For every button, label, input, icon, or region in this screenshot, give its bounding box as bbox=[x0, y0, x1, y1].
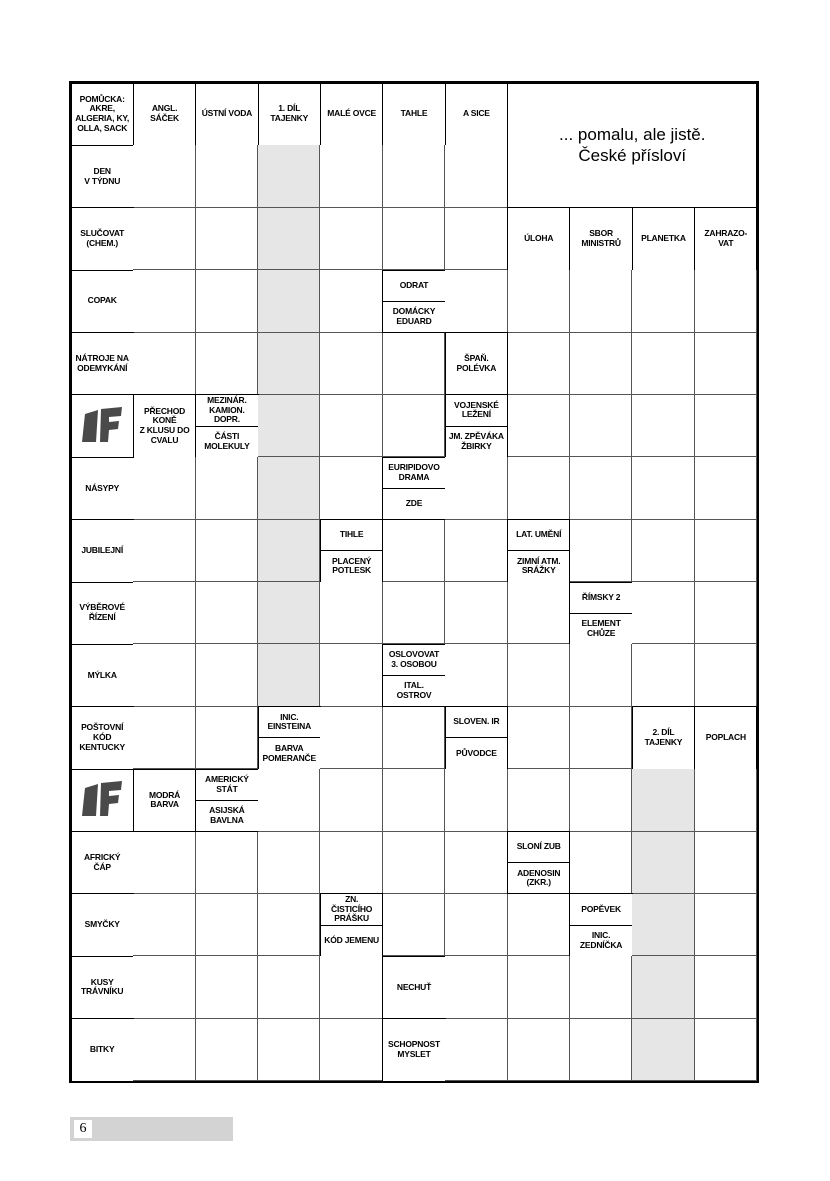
clue-cell bbox=[382, 457, 445, 520]
clue-cell bbox=[632, 207, 695, 270]
clue-text: ÚSTNÍ VODA bbox=[201, 108, 253, 119]
solution-cell[interactable] bbox=[258, 270, 320, 332]
clue-text: COPAK bbox=[87, 295, 117, 306]
answer-cell[interactable] bbox=[508, 270, 570, 332]
clue-text: SLONÍ ZUB bbox=[516, 841, 561, 852]
clue-text: INIC. ZEDNÍČKA bbox=[570, 925, 631, 956]
clue-cell bbox=[632, 706, 695, 769]
clue-text: BARVA POMERANČE bbox=[259, 737, 320, 768]
answer-cell[interactable] bbox=[445, 769, 507, 831]
clue-cell bbox=[133, 769, 196, 832]
answer-cell[interactable] bbox=[320, 208, 382, 270]
clue-text: KÓD JEMENU bbox=[321, 925, 382, 956]
publisher-logo-icon bbox=[71, 769, 134, 832]
answer-cell[interactable] bbox=[445, 832, 507, 894]
clue-text: POMŮCKA: AKRE, ALGERIA, KY, OLLA, SACK bbox=[75, 93, 130, 133]
answer-cell[interactable] bbox=[258, 956, 320, 1018]
clue-cell bbox=[445, 394, 508, 457]
answer-cell[interactable] bbox=[133, 270, 195, 332]
answer-cell[interactable] bbox=[133, 333, 195, 395]
clue-cell bbox=[133, 394, 196, 457]
answer-cell[interactable] bbox=[695, 769, 757, 831]
answer-cell[interactable] bbox=[570, 707, 632, 769]
clue-cell bbox=[71, 457, 134, 520]
answer-cell[interactable] bbox=[695, 270, 757, 332]
clue-text: ŘÍMSKY 2 bbox=[581, 591, 621, 602]
answer-cell[interactable] bbox=[445, 520, 507, 582]
clue-text: JM. ZPĚVÁKA ŽBIRKY bbox=[446, 426, 507, 457]
clue-cell bbox=[71, 519, 134, 582]
clue-text: PŮVODCE bbox=[446, 737, 507, 768]
answer-cell[interactable] bbox=[695, 333, 757, 395]
proverb-text: České přísloví bbox=[578, 146, 687, 166]
crossword-grid bbox=[69, 81, 759, 1083]
answer-cell[interactable] bbox=[196, 1019, 258, 1081]
solution-cell[interactable] bbox=[258, 457, 320, 519]
answer-cell[interactable] bbox=[445, 457, 507, 519]
answer-cell[interactable] bbox=[508, 333, 570, 395]
clue-text: ANGL. SÁČEK bbox=[150, 103, 179, 124]
answer-cell[interactable] bbox=[196, 644, 258, 706]
answer-cell[interactable] bbox=[196, 707, 258, 769]
solution-cell[interactable] bbox=[632, 894, 694, 956]
answer-cell[interactable] bbox=[133, 457, 195, 519]
answer-cell[interactable] bbox=[508, 582, 570, 644]
answer-cell[interactable] bbox=[258, 1019, 320, 1081]
answer-cell[interactable] bbox=[508, 707, 570, 769]
clue-text: SLOVEN. IR bbox=[453, 716, 500, 727]
answer-cell[interactable] bbox=[320, 956, 382, 1018]
answer-cell[interactable] bbox=[508, 956, 570, 1018]
answer-cell[interactable] bbox=[133, 644, 195, 706]
solution-cell[interactable] bbox=[632, 1019, 694, 1081]
answer-cell[interactable] bbox=[320, 644, 382, 706]
clue-cell bbox=[258, 83, 321, 146]
answer-cell[interactable] bbox=[320, 145, 382, 207]
clue-text: A SICE bbox=[462, 108, 490, 119]
solution-cell[interactable] bbox=[258, 582, 320, 644]
answer-cell[interactable] bbox=[196, 520, 258, 582]
answer-cell[interactable] bbox=[508, 894, 570, 956]
clue-cell bbox=[445, 706, 508, 769]
clue-cell bbox=[320, 519, 383, 582]
clue-text: EURIPIDOVO DRAMA bbox=[388, 462, 440, 482]
answer-cell[interactable] bbox=[133, 707, 195, 769]
clue-text: MODRÁ BARVA bbox=[148, 789, 181, 810]
clue-text: ČÁSTI MOLEKULY bbox=[196, 426, 257, 457]
answer-cell[interactable] bbox=[570, 333, 632, 395]
solution-cell[interactable] bbox=[258, 395, 320, 457]
solution-cell[interactable] bbox=[258, 333, 320, 395]
answer-cell[interactable] bbox=[383, 894, 445, 956]
clue-text: TAHLE bbox=[400, 108, 428, 119]
answer-cell[interactable] bbox=[383, 769, 445, 831]
publisher-logo-icon bbox=[71, 394, 134, 457]
page-number: 6 bbox=[74, 1120, 92, 1138]
clue-cell bbox=[382, 270, 445, 333]
clue-text: ŠPAŇ. POLÉVKA bbox=[456, 352, 497, 373]
solution-cell[interactable] bbox=[258, 208, 320, 270]
page-number-bar bbox=[70, 1117, 233, 1141]
answer-cell[interactable] bbox=[632, 395, 694, 457]
answer-cell[interactable] bbox=[570, 520, 632, 582]
clue-cell bbox=[445, 83, 508, 146]
clue-cell bbox=[258, 706, 321, 769]
solution-cell[interactable] bbox=[258, 644, 320, 706]
answer-cell[interactable] bbox=[320, 457, 382, 519]
answer-cell[interactable] bbox=[320, 270, 382, 332]
clue-text: VÝBĚROVÉ ŘÍZENÍ bbox=[79, 602, 125, 623]
clue-cell bbox=[71, 893, 134, 956]
clue-text: ZAHRAZO- VAT bbox=[704, 228, 748, 248]
answer-cell[interactable] bbox=[133, 208, 195, 270]
answer-cell[interactable] bbox=[570, 832, 632, 894]
clue-text: ADENOSIN (ZKR.) bbox=[508, 862, 569, 893]
clue-cell bbox=[569, 207, 632, 270]
clue-cell bbox=[569, 893, 632, 956]
clue-text: SCHOPNOST MYSLET bbox=[387, 1039, 441, 1059]
clue-cell bbox=[320, 83, 383, 146]
answer-cell[interactable] bbox=[320, 333, 382, 395]
answer-cell[interactable] bbox=[196, 582, 258, 644]
solution-cell[interactable] bbox=[258, 520, 320, 582]
clue-text: INIC. EINSTEINA bbox=[267, 711, 312, 732]
clue-cell bbox=[382, 644, 445, 707]
answer-cell[interactable] bbox=[196, 145, 258, 207]
clue-cell bbox=[133, 83, 196, 146]
answer-cell[interactable] bbox=[695, 520, 757, 582]
answer-cell[interactable] bbox=[695, 582, 757, 644]
clue-cell bbox=[195, 394, 258, 457]
answer-cell[interactable] bbox=[196, 832, 258, 894]
clue-text: MEZINÁR. KAMION. DOPR. bbox=[207, 395, 247, 425]
answer-cell[interactable] bbox=[133, 582, 195, 644]
answer-cell[interactable] bbox=[632, 270, 694, 332]
answer-cell[interactable] bbox=[196, 894, 258, 956]
answer-cell[interactable] bbox=[695, 395, 757, 457]
solution-cell[interactable] bbox=[632, 956, 694, 1018]
clue-text: MÝLKA bbox=[87, 669, 117, 680]
clue-text: PLANETKA bbox=[641, 233, 686, 244]
answer-cell[interactable] bbox=[383, 832, 445, 894]
answer-cell[interactable] bbox=[632, 582, 694, 644]
answer-cell[interactable] bbox=[320, 395, 382, 457]
answer-cell[interactable] bbox=[508, 457, 570, 519]
answer-cell[interactable] bbox=[695, 1019, 757, 1081]
clue-text: JUBILEJNÍ bbox=[81, 544, 123, 555]
answer-cell[interactable] bbox=[383, 582, 445, 644]
answer-cell[interactable] bbox=[632, 457, 694, 519]
clue-cell bbox=[507, 519, 570, 582]
clue-cell bbox=[382, 1018, 445, 1081]
clue-text: ZN. ČISTICÍHO PRÁŠKU bbox=[331, 894, 373, 924]
clue-text: BITKY bbox=[89, 1043, 115, 1054]
clue-cell bbox=[382, 83, 445, 146]
answer-cell[interactable] bbox=[445, 270, 507, 332]
answer-cell[interactable] bbox=[445, 956, 507, 1018]
clue-text: SBOR MINISTRŮ bbox=[581, 228, 621, 248]
clue-text: NECHUŤ bbox=[396, 981, 432, 992]
clue-text: ÚLOHA bbox=[524, 233, 554, 244]
clue-text: SMYČKY bbox=[84, 919, 120, 930]
answer-cell[interactable] bbox=[508, 1019, 570, 1081]
clue-cell bbox=[71, 83, 134, 146]
answer-cell[interactable] bbox=[258, 832, 320, 894]
clue-text: LAT. UMĚNÍ bbox=[516, 529, 562, 540]
clue-text: ELEMENT CHŮZE bbox=[570, 613, 631, 644]
answer-cell[interactable] bbox=[133, 145, 195, 207]
answer-cell[interactable] bbox=[508, 395, 570, 457]
clue-cell bbox=[445, 332, 508, 395]
clue-text: NÁSYPY bbox=[85, 482, 120, 493]
clue-text: ZDE bbox=[383, 488, 444, 519]
answer-cell[interactable] bbox=[570, 769, 632, 831]
clue-cell bbox=[71, 332, 134, 395]
clue-text: VOJENSKÉ LEŽENÍ bbox=[454, 399, 499, 420]
answer-cell[interactable] bbox=[445, 582, 507, 644]
answer-cell[interactable] bbox=[258, 769, 320, 831]
answer-cell[interactable] bbox=[320, 832, 382, 894]
clue-text: ZIMNÍ ATM. SRÁŽKY bbox=[508, 550, 569, 581]
answer-cell[interactable] bbox=[570, 395, 632, 457]
answer-cell[interactable] bbox=[570, 457, 632, 519]
clue-text: 2. DÍL TAJENKY bbox=[644, 727, 683, 747]
answer-cell[interactable] bbox=[383, 333, 445, 395]
answer-cell[interactable] bbox=[320, 582, 382, 644]
answer-cell[interactable] bbox=[196, 333, 258, 395]
proverb-block bbox=[507, 83, 757, 209]
clue-cell bbox=[71, 582, 134, 645]
clue-text: PLACENÝ POTLESK bbox=[321, 550, 382, 581]
answer-cell[interactable] bbox=[383, 208, 445, 270]
clue-cell bbox=[71, 270, 134, 333]
clue-text: MALÉ OVCE bbox=[327, 108, 376, 119]
answer-cell[interactable] bbox=[320, 769, 382, 831]
clue-text: SLUČOVAT (CHEM.) bbox=[80, 228, 125, 248]
answer-cell[interactable] bbox=[383, 395, 445, 457]
clue-text: ASIJSKÁ BAVLNA bbox=[196, 800, 257, 831]
clue-text: 1. DÍL TAJENKY bbox=[270, 103, 309, 124]
clue-cell bbox=[195, 769, 258, 832]
answer-cell[interactable] bbox=[445, 208, 507, 270]
answer-cell[interactable] bbox=[383, 707, 445, 769]
answer-cell[interactable] bbox=[445, 145, 507, 207]
answer-cell[interactable] bbox=[695, 457, 757, 519]
answer-cell[interactable] bbox=[445, 894, 507, 956]
clue-cell bbox=[71, 1018, 134, 1081]
answer-cell[interactable] bbox=[632, 520, 694, 582]
clue-text: TIHLE bbox=[339, 529, 364, 540]
answer-cell[interactable] bbox=[570, 956, 632, 1018]
answer-cell[interactable] bbox=[258, 894, 320, 956]
clue-text: DOMÁCKY EDUARD bbox=[383, 301, 444, 332]
answer-cell[interactable] bbox=[695, 644, 757, 706]
answer-cell[interactable] bbox=[133, 894, 195, 956]
clue-cell bbox=[71, 831, 134, 894]
solution-cell[interactable] bbox=[632, 832, 694, 894]
clue-cell bbox=[507, 207, 570, 270]
answer-cell[interactable] bbox=[632, 333, 694, 395]
answer-cell[interactable] bbox=[632, 644, 694, 706]
clue-cell bbox=[320, 893, 383, 956]
answer-cell[interactable] bbox=[695, 956, 757, 1018]
clue-cell bbox=[569, 582, 632, 645]
answer-cell[interactable] bbox=[445, 1019, 507, 1081]
clue-text: ODRAT bbox=[399, 279, 429, 290]
clue-text: NÁTROJE NA ODEMYKÁNÍ bbox=[75, 352, 129, 373]
answer-cell[interactable] bbox=[133, 1019, 195, 1081]
answer-cell[interactable] bbox=[695, 832, 757, 894]
answer-cell[interactable] bbox=[695, 894, 757, 956]
answer-cell[interactable] bbox=[320, 707, 382, 769]
answer-cell[interactable] bbox=[133, 520, 195, 582]
clue-text: POPLACH bbox=[705, 732, 746, 743]
answer-cell[interactable] bbox=[570, 1019, 632, 1081]
answer-cell[interactable] bbox=[320, 1019, 382, 1081]
clue-text: POPĚVEK bbox=[581, 903, 621, 914]
clue-text: AFRICKÝ ČÁP bbox=[83, 851, 121, 872]
solution-cell[interactable] bbox=[258, 145, 320, 207]
answer-cell[interactable] bbox=[508, 644, 570, 706]
answer-cell[interactable] bbox=[383, 520, 445, 582]
answer-cell[interactable] bbox=[133, 956, 195, 1018]
clue-cell bbox=[507, 831, 570, 894]
clue-text: AMERICKÝ STÁT bbox=[205, 773, 249, 794]
clue-text: KUSY TRÁVNÍKU bbox=[81, 976, 124, 997]
clue-text: POŠTOVNÍ KÓD KENTUCKY bbox=[79, 722, 125, 752]
answer-cell[interactable] bbox=[133, 832, 195, 894]
clue-cell bbox=[71, 145, 134, 208]
solution-cell[interactable] bbox=[632, 769, 694, 831]
clue-cell bbox=[195, 83, 258, 146]
answer-cell[interactable] bbox=[196, 457, 258, 519]
clue-cell bbox=[382, 956, 445, 1019]
answer-cell[interactable] bbox=[445, 644, 507, 706]
answer-cell[interactable] bbox=[196, 208, 258, 270]
clue-cell bbox=[71, 207, 134, 270]
clue-cell bbox=[694, 207, 757, 270]
answer-cell[interactable] bbox=[508, 769, 570, 831]
answer-cell[interactable] bbox=[570, 644, 632, 706]
clue-text: ITAL. OSTROV bbox=[383, 675, 444, 706]
clue-text: DEN V TÝDNU bbox=[84, 165, 121, 186]
clue-cell bbox=[694, 706, 757, 769]
answer-cell[interactable] bbox=[196, 270, 258, 332]
answer-cell[interactable] bbox=[196, 956, 258, 1018]
clue-text: OSLOVOVAT 3. OSOBOU bbox=[388, 649, 440, 669]
answer-cell[interactable] bbox=[570, 270, 632, 332]
clue-cell bbox=[71, 956, 134, 1019]
clue-text: PŘECHOD KONĚ Z KLUSU DO CVALU bbox=[139, 405, 190, 445]
clue-cell bbox=[71, 706, 134, 769]
proverb-text: ... pomalu, ale jistě. bbox=[559, 125, 706, 145]
clue-cell bbox=[71, 644, 134, 707]
answer-cell[interactable] bbox=[383, 145, 445, 207]
